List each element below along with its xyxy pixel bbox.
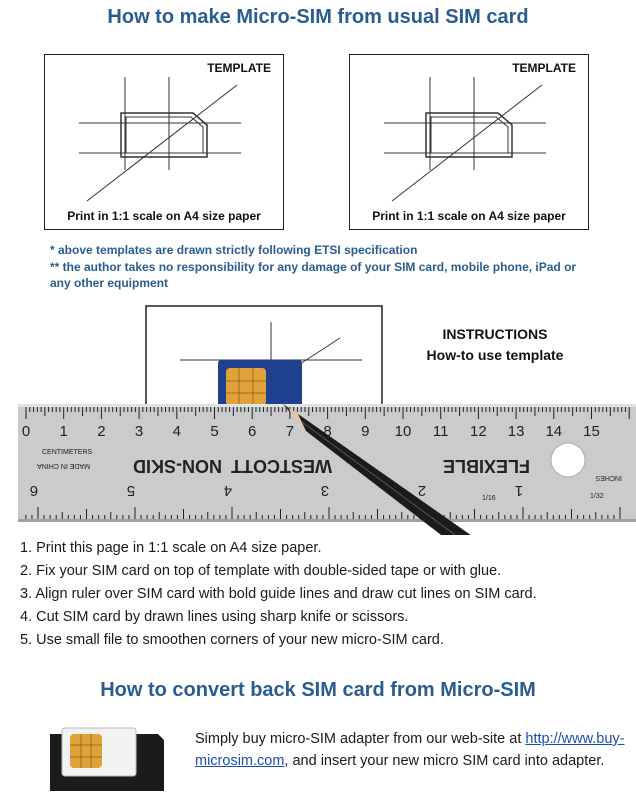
- template-caption: Print in 1:1 scale on A4 size paper: [372, 209, 566, 223]
- step-1: 1. Print this page in 1:1 scale on A4 size paper.: [20, 540, 322, 556]
- ruler-number-cm: 9: [361, 423, 370, 440]
- sim-template-2: [349, 54, 589, 230]
- ruler-number-cm: 10: [394, 423, 412, 440]
- note-etsi: * above templates are drawn strictly following ETSI specification: [50, 243, 418, 257]
- ruler-number-cm: 2: [97, 423, 106, 440]
- ruler-units-bottom: INCHES: [595, 474, 622, 481]
- instructions-heading: INSTRUCTIONS: [442, 326, 548, 342]
- sim-template-1: [44, 54, 284, 230]
- ruler-number-inch: 5: [126, 482, 136, 499]
- convert-text: [195, 729, 625, 772]
- ruler-number-cm: 6: [248, 423, 257, 440]
- ruler-hole: [551, 443, 585, 477]
- instructions-subheading: How-to use template: [426, 347, 564, 363]
- ruler-fraction-32: 1/32: [590, 493, 604, 500]
- step-5: 5. Use small file to smoothen corners of your new micro-SIM card.: [20, 632, 444, 648]
- page-title: How to make Micro-SIM from usual SIM card: [107, 6, 529, 28]
- ruler-number-cm: 7: [285, 423, 295, 440]
- convert-text-before: Simply buy micro-SIM adapter from our web-site at: [195, 731, 526, 747]
- convert-title: How to convert back SIM card from Micro-SIM: [100, 679, 536, 701]
- ruler-number-inch: 6: [29, 482, 39, 499]
- ruler-number-cm: 1: [59, 423, 68, 440]
- ruler-number-cm: 0: [21, 423, 31, 440]
- template-drawing: [350, 55, 590, 231]
- ruler-units-top: CENTIMETERS: [42, 449, 93, 456]
- ruler-number-cm: 8: [323, 423, 332, 440]
- ruler-number-cm: 15: [583, 423, 600, 440]
- note-disclaimer: ** the author takes no responsibility for any damage of your SIM card, mobile phone, iPad or any other equipment: [50, 260, 577, 290]
- ruler-number-inch: 2: [417, 482, 427, 499]
- ruler-number-cm: 5: [210, 423, 219, 440]
- template-drawing: [45, 55, 285, 231]
- step-4: 4. Cut SIM card by drawn lines using sharp knife or scissors.: [20, 609, 409, 625]
- sim-adapter-image: [40, 720, 170, 791]
- ruler-brand-flexible: FLEXIBLE: [442, 456, 530, 476]
- ruler-number-cm: 13: [507, 423, 525, 440]
- ruler-number-cm: 11: [432, 423, 449, 440]
- ruler-number-inch: 3: [320, 482, 330, 499]
- ruler-number-cm: 12: [470, 423, 487, 440]
- ruler-made-in: MADE IN CHINA: [37, 462, 90, 469]
- template-caption: Print in 1:1 scale on A4 size paper: [67, 209, 261, 223]
- ruler-brand-nonskid: NON-SKID: [133, 456, 222, 476]
- ruler-number-cm: 3: [134, 423, 144, 440]
- ruler-number-cm: 14: [545, 423, 563, 440]
- convert-text-after: , and insert your new micro SIM card into adapter.: [284, 752, 605, 769]
- ruler-fraction-16: 1/16: [482, 495, 496, 502]
- instruction-steps: [20, 537, 537, 652]
- ruler-number-inch: 1: [514, 482, 524, 499]
- ruler-number-cm: 4: [172, 423, 181, 440]
- buy-microsim-link[interactable]: http://www.buy-microsim.com: [195, 731, 625, 769]
- template-label: TEMPLATE: [512, 61, 576, 75]
- template-label: TEMPLATE: [207, 61, 271, 75]
- ruler-brand-westcott: WESTCOTT: [231, 456, 332, 476]
- ruler-number-inch: 4: [223, 482, 233, 499]
- step-2: 2. Fix your SIM card on top of template with double-sided tape or with glue.: [20, 563, 502, 579]
- step-3: 3. Align ruler over SIM card with bold guide lines and draw cut lines on SIM card.: [20, 586, 537, 602]
